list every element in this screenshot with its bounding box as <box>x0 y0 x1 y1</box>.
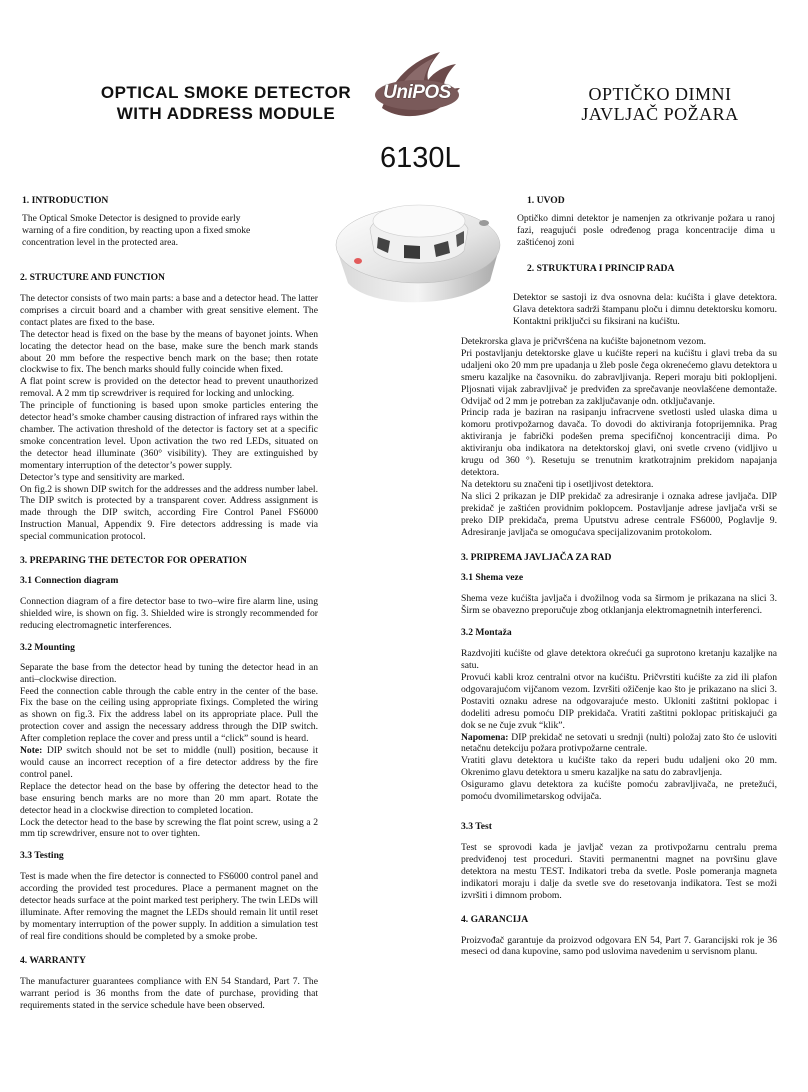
sr-structure-p2: Detekrorska glava je pričvršćena na kućište bajonetnom vezom. <box>461 336 707 347</box>
en-structure-p2: The detector head is fixed on the base by the means of bayonet joints. When locating the detector head on the base, make sure the bench mark stands about 20 mm before the respective bench mark on the base; then rotate clockwise to fix. The bench marks should fully coincide when fixed. <box>20 328 318 376</box>
en-connection-text: Connection diagram of a fire detector base to two–wire fire alarm line, using shielded wire, is shown on fig. 3. Shielded wire is strongly recommended for reducing electromagnetic interferences. <box>20 596 318 631</box>
en-preparing-heading: 3. PREPARING THE DETECTOR FOR OPERATION <box>20 555 247 567</box>
en-structure-p5: Detector’s type and sensitivity are marked. <box>20 471 185 483</box>
sr-intro-heading-wrap <box>527 195 777 207</box>
sr-intro-text: Optičko dimni detektor je namenjen za otkrivanje požara u ranoj fazi, reagujući posle određenog praga koncentracije dima u zaštićenoj zoni <box>517 213 775 248</box>
title-en-line1: OPTICAL SMOKE DETECTOR <box>100 83 352 102</box>
en-mounting-heading: 3.2 Mounting <box>20 641 75 653</box>
sr-warranty-text: Proizvođač garantuje da proizvod odgovara EN 54, Part 7. Garancijski rok je 36 meseci od dana kupovine, samo pod uslovima navedenim u servisnom planu. <box>461 934 777 958</box>
sr-test-text: Test se sprovodi kada je javljač vezan za protivpožarnu centralu prema predviđenoj test proceduri. Staviti permanentni magnet na površinu glave detektora na mestu TEST. Indikatori treba da svetle. Posle pomeranja magneta indikatori moraju i dalje da svetle sve do resetovanja indikatora. Test se moži izvršiti i dimnom probom. <box>461 842 777 901</box>
unipos-logo <box>372 50 462 130</box>
sr-intro-heading: 1. UVOD <box>527 195 565 206</box>
en-structure-p4: The principle of functioning is based upon smoke particles entering the detector head’s smoke chamber causing distraction of infrared rays within the chamber. The activation threshold of the detector is factory set at a specific smoke concentration level. Upon activation the two red LEDs, situated on the detector head illuminate (360° visibility). They are extinguished by momentary interruption of the detector’s power supply. <box>20 400 318 471</box>
sr-test-heading: 3.3 Test <box>461 821 492 832</box>
sr-mounting-p2: Provući kabli kroz centralni otvor na kućištu. Pričvrstiti kućište za zid ili plafon odgovarajućom vijčanom vezom. Izvršiti ožičenje kao što je prikazano na slici 3. Postaviti oznaku adrese na odgovarajuće mesto. Ukloniti zaštitni poklopac i dodeliti adresu pomoću DIP prekidača. Vratiti zaštitni poklopac pritiskajući ga dok se ne čuje zvuk “klik”. <box>461 672 777 731</box>
sr-structure-p6: Na slici 2 prikazan je DIP prekidač za adresiranje i oznaka adrese javljača. DIP prekidač je zaštićen providnim poklopcem. Postavljanje adrese javljača vrši se preko DIP prekidača, prema Uputstvu adrese centrale FS6000, Poglavlje 9. Adresiranje javljača se omogućava specijalizovanim protokolom. <box>461 490 777 538</box>
sr-intro-section <box>517 213 775 275</box>
sr-structure-p5: Na detektoru su značeni tip i osetljivost detektora. <box>461 478 654 490</box>
model-number: 6130L <box>380 142 461 174</box>
sr-mounting-p1: Razdvojiti kućište od glave detektora okrećući ga suprotono kretanju kazaljke na satu. <box>461 648 777 672</box>
en-intro-text: The Optical Smoke Detector is designed to provide early warning of a fire condition, by reacting upon a fixed smoke concentration level in the protected area. <box>22 213 251 248</box>
en-connection-heading: 3.1 Connection diagram <box>20 575 119 587</box>
sr-mounting-heading: 3.2 Montaža <box>461 627 512 639</box>
sr-structure-p4: Princip rada je baziran na rasipanju infracrvene svetlosti usled ulaska dima u komoru protivpožarnog davača. To dovodi do aktiviranja fotoprijemnika. Prag aktiviranja je fabrički podešen prema specifičnoj koncentraciji dima. Po aktiviranju oba indikatora na detektorskoj glavi, oni svetle crveno (vidljivo u krugu od 360 °). Resetuju se trenutnim kratkotrajnim prekidom napajanja detektora. <box>461 407 777 478</box>
en-intro-heading: 1. INTRODUCTION <box>22 195 109 206</box>
en-mounting-p4: Lock the detector head to the base by screwing the flat point screw, using a 2 mm tip screwdriver, ensure not to over tighten. <box>20 816 318 840</box>
sr-structure-p1: Detektor se sastoji iz dva osnovna dela: kućišta i glave detektora. Glava detektora sadrži štampanu ploču i dimnu detektorsku komoru. Kontaktni priključci su fiksirani na kućištu. <box>513 292 777 327</box>
sr-structure-p3: Pri postavljanju detektorske glave u kućište reperi na kućištu i glavi treba da su udaljeni oko 20 mm pre upadanja u žleb posle čega okrenećemo glavu detektora u smeru kazaljke na časovniku. do zabravljivanja. Reperi moraju biti poklopljeni. Pljosnati vijak zabravljivač je predviđen za sprečavanje neovlašćene demontaže. Odvijač od 2 mm je potreban za zaključavanje odn. otključavanje. <box>461 347 777 407</box>
en-structure-p1: The detector consists of two main parts: a base and a detector head. The latter comprises a circuit board and a chamber with great sensitive element. The contact plates are fixed to the base. <box>20 293 318 328</box>
sr-structure-p1-wrap <box>513 292 777 328</box>
sr-connection-text: Shema veze kućišta javljača i dvožilnog voda sa širmom je prikazana na slici 3. Širm se obavezno preporučuje zbog otklanjanja elektromagnetnih interferenci. <box>461 593 777 617</box>
en-structure-p3: A flat point screw is provided on the detector head to prevent unauthorized removal. A 2 mm tip screwdriver is required for locking and unlocking. <box>20 376 318 400</box>
sr-warranty-heading: 4. GARANCIJA <box>461 913 529 925</box>
title-en-line2: WITH ADDRESS MODULE <box>116 104 336 123</box>
en-note-text: DIP switch should not be set to middle (null) position, because it would cause an incorrect reception of a fire detector address by the fire control panel. <box>20 745 318 780</box>
sr-connection-heading: 3.1 Shema veze <box>461 572 524 584</box>
detector-image <box>330 185 505 315</box>
logo-text: UniPOS <box>383 82 451 103</box>
en-mounting-p3: Replace the detector head on the base by offering the detector head to the base ensuring bench marks are no more than 20 mm apart. Rotate the detector head in a clockwise direction to completed location. <box>20 780 318 816</box>
sr-note-label: Napomena: <box>461 731 509 743</box>
en-intro-section <box>22 195 258 249</box>
en-warranty-text: The manufacturer guarantees compliance with EN 54 Standard, Part 7. The warrant period is 36 months from the date of purchase, providing that requirements stated in the service schedule have been observed. <box>20 975 318 1011</box>
title-sr-line1: OPTIČKO DIMNI <box>588 84 732 104</box>
en-structure-heading: 2. STRUCTURE AND FUNCTION <box>20 272 165 283</box>
en-structure-section <box>20 272 318 1012</box>
page-title-sr <box>560 84 760 124</box>
sr-mounting-note <box>461 732 777 756</box>
en-warranty-heading: 4. WARRANTY <box>20 954 86 966</box>
en-mounting-p2: Feed the connection cable through the cable entry in the center of the base. Fix the base on the ceiling using appropriate fixings. Completed the wiring as shown on fig.3. Fix the address label on its appropriate place. Pull the protection cover and assign the necessary address through the DIP switch. After completion replace the cover and press until a “click” sound is heard. <box>20 685 318 745</box>
sr-preparing-heading: 3. PRIPREMA JAVLJAČA ZA RAD <box>461 552 612 564</box>
page-title-en <box>96 82 356 124</box>
en-mounting-note <box>20 745 318 781</box>
sr-mounting-p3: Vratiti glavu detektora u kućište tako da reperi budu udaljeni oko 20 mm. Okrenimo glavu detektora u smeru kazaljke na satu do zabravljenja. <box>461 755 777 779</box>
en-structure-p6: On fig.2 is shown DIP switch for the addresses and the address number label. The DIP switch is protected by a transparent cover. Address assignment is made through the DIP switch, according Fire Control Panel FS6000 Instruction Manual, Appendix 9. Fire detectors addressing is made via special communication protocol. <box>20 483 318 543</box>
title-sr-line2: JAVLJAČ POŽARA <box>581 104 739 124</box>
sr-structure-heading: 2. STRUKTURA I PRINCIP RADA <box>527 262 675 274</box>
en-mounting-p1: Separate the base from the detector head by tuning the detector head in an anti–clockwise direction. <box>20 661 318 685</box>
sr-mounting-p4: Osiguramo glavu detektora za kućište pomoću zabravljivača, ne pretežući, pomoću dvomilimetarskog odvijača. <box>461 779 777 803</box>
en-testing-heading: 3.3 Testing <box>20 850 64 862</box>
en-note-label: Note: <box>20 745 43 757</box>
sr-note-text: DIP prekidač ne setovati u srednji (nulti) položaj zato što će usloviti netačnu detekciju požara protivpožarne centrale. <box>461 731 777 755</box>
en-testing-text: Test is made when the fire detector is connected to FS6000 control panel and according the provided test procedures. Place a permanent magnet on the detector heads surface at the point marked test periphery. The twin LEDs will illuminate. After removing the magnet the LEDs should remain lit until reset by momentary interruption of the power supply. In addition a simulation test of real fire conditions should be completed by a smoke probe. <box>20 871 318 942</box>
sr-structure-section <box>461 336 777 958</box>
